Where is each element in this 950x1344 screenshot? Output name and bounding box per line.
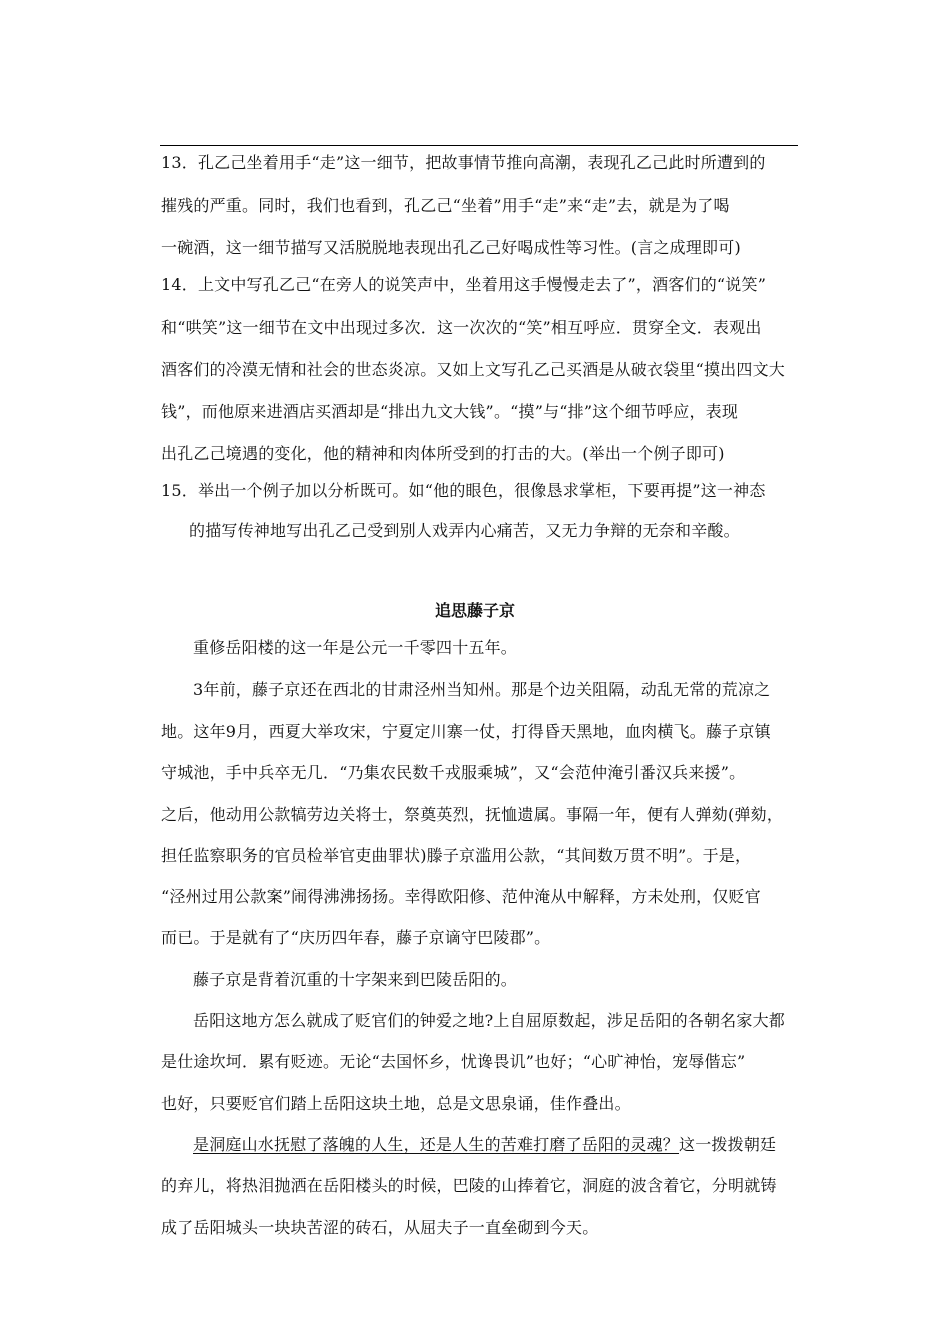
article-line: 3年前，藤子京还在西北的甘肃泾州当知州。那是个边关阻隔，动乱无常的荒凉之: [193, 680, 771, 699]
header-rule: [160, 145, 798, 146]
answer-13-line-3: 一碗酒，这一细节描写又活脱脱地表现出孔乙己好喝成性等习性。(言之成理即可): [161, 238, 741, 257]
article-line-underlined: [193, 1135, 776, 1155]
article-line: 也好，只要贬官们踏上岳阳这块土地，总是文思泉诵，佳作叠出。: [161, 1094, 631, 1113]
underlined-question: 是洞庭山水抚慰了落魄的人生，还是人生的苦难打磨了岳阳的灵魂？: [193, 1135, 680, 1154]
answer-15-line-1: 15．举出一个例子加以分析既可。如“他的眼色，很像恳求掌柜，下要再提”这一神态: [161, 481, 766, 500]
article-line: 是仕途坎坷．累有贬迹。无论“去国怀乡，忧谗畏讥”也好；“心旷神怡，宠辱偕忘”: [161, 1052, 746, 1071]
answer-14-line-3: 酒客们的冷漠无情和社会的世态炎凉。又如上文写孔乙己买酒是从破衣袋里“摸出四文大: [161, 360, 785, 379]
article-line: 而已。于是就有了“庆历四年春，藤子京谪守巴陵郡”。: [161, 928, 551, 947]
article-line: 重修岳阳楼的这一年是公元一千零四十五年。: [193, 638, 518, 657]
article-line: “泾州过用公款案”闹得沸沸扬扬。幸得欧阳修、范仲淹从中解释，方未处刑，仅贬官: [161, 887, 761, 906]
answer-14-line-2: 和“哄笑”这一细节在文中出现过多次．这一次次的“笑”相互呼应．贯穿全文．表观出: [161, 318, 762, 337]
answer-13-line-1: 13．孔乙己坐着用手“走”这一细节，把故事情节推向高潮，表现孔乙己此时所遭到的: [161, 153, 766, 172]
answer-13-line-2: 摧残的严重。同时，我们也看到，孔乙己“坐着”用手“走”来“走”去，就是为了喝: [161, 196, 730, 215]
article-line: 岳阳这地方怎么就成了贬官们的钟爱之地?上自屈原数起，涉足岳阳的各朝名家大都: [193, 1011, 785, 1030]
answer-14-line-5: 出孔乙己境遇的变化，他的精神和肉体所受到的打击的大。(举出一个例子即可): [161, 444, 725, 463]
answer-14-line-1: 14．上文中写孔乙己“在旁人的说笑声中，坐着用这手慢慢走去了”，酒客们的“说笑”: [161, 275, 767, 294]
answer-15-line-2: 的描写传神地写出孔乙己受到别人戏弄内心痛苦，又无力争辩的无奈和辛酸。: [189, 521, 740, 540]
underlined-line-tail: 这一拨拨朝廷: [679, 1135, 777, 1154]
article-line: 守城池，手中兵卒无几．“乃集农民数千戎服乘城”，又“会范仲淹引番汉兵来援”。: [161, 763, 746, 782]
article-line: 成了岳阳城头一块块苦涩的砖石，从屈夫子一直垒砌到今天。: [161, 1218, 599, 1237]
article-title: 追思藤子京: [434, 601, 515, 620]
article-line: 藤子京是背着沉重的十字架来到巴陵岳阳的。: [193, 970, 518, 989]
answer-14-line-4: 钱”，而他原来进酒店买酒却是“排出九文大钱”。“摸”与“排”这个细节呼应，表现: [161, 402, 739, 421]
article-line: 担任监察职务的官员检举官吏曲罪状)滕子京滥用公款，“其间数万贯不明”。于是，: [161, 846, 752, 865]
article-line: 地。这年9月，西夏大举攻宋，宁夏定川寨一仗，打得昏天黑地，血肉横飞。藤子京镇: [161, 722, 771, 741]
article-line: 之后，他动用公款犒劳边关将士，祭奠英烈，抚恤遗属。事隔一年，便有人弹劾(弹劾，: [161, 805, 784, 824]
article-line: 的弃儿，将热泪抛洒在岳阳楼头的时候，巴陵的山捧着它，洞庭的波含着它，分明就铸: [161, 1176, 777, 1195]
